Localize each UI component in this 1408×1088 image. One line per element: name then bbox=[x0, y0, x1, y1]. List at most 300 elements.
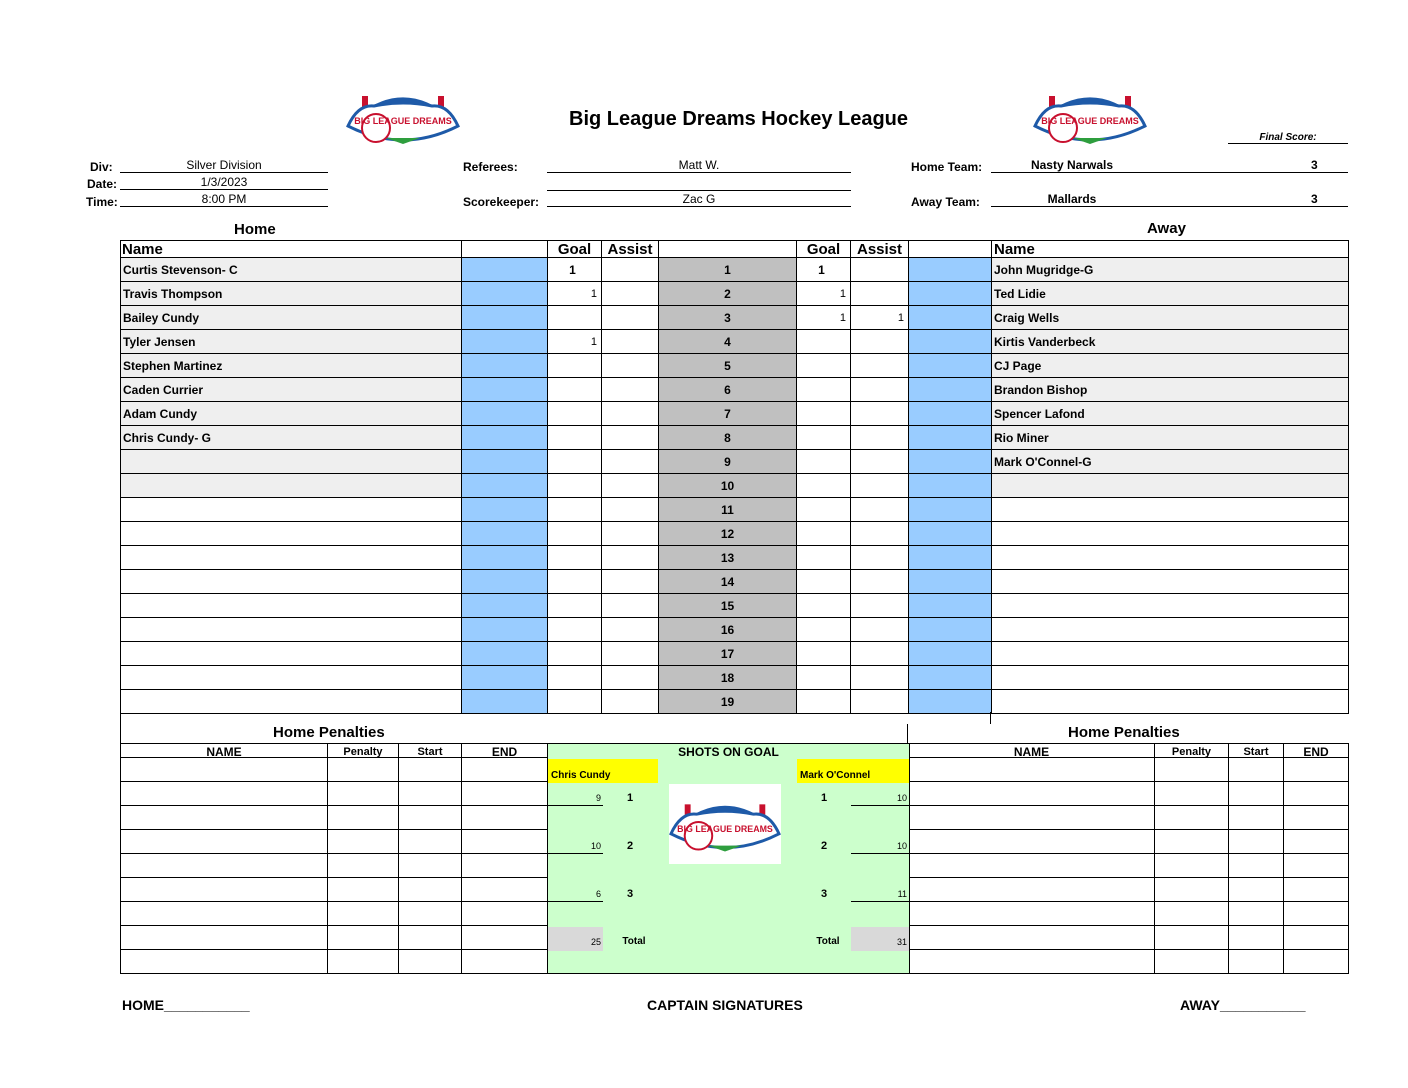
table-row bbox=[121, 474, 1349, 498]
home-penalty-cell[interactable] bbox=[328, 902, 399, 926]
away-assist-cell[interactable] bbox=[851, 642, 909, 666]
away-penalty-cell[interactable] bbox=[1229, 758, 1284, 782]
home-goal-cell[interactable] bbox=[548, 594, 602, 618]
home-jersey-cell[interactable] bbox=[462, 618, 548, 642]
away-period-number: 3 bbox=[820, 888, 828, 900]
away-penalty-cell[interactable] bbox=[1284, 902, 1349, 926]
home-goal-cell[interactable]: 1 bbox=[548, 258, 602, 282]
home-assist-cell[interactable] bbox=[602, 498, 659, 522]
away-jersey-cell[interactable] bbox=[909, 594, 992, 618]
away-goal-cell[interactable] bbox=[797, 450, 851, 474]
logo-text: BIG LEAGUE DREAMS bbox=[1041, 116, 1139, 126]
home-player-name[interactable]: Travis Thompson bbox=[121, 282, 462, 306]
home-goal-cell[interactable] bbox=[548, 666, 602, 690]
home-assist-cell[interactable] bbox=[602, 474, 659, 498]
home-period-number: 1 bbox=[626, 792, 634, 804]
home-penalty-cell[interactable] bbox=[462, 854, 548, 878]
away-goal-cell[interactable] bbox=[797, 690, 851, 714]
home-player-name[interactable] bbox=[121, 474, 462, 498]
divider bbox=[907, 724, 908, 744]
home-goal-cell[interactable] bbox=[548, 474, 602, 498]
home-player-name[interactable] bbox=[121, 642, 462, 666]
away-name-header: Name bbox=[992, 241, 1349, 258]
away-penalty-cell[interactable] bbox=[1155, 782, 1229, 806]
home-penalty-cell[interactable] bbox=[399, 950, 462, 974]
row-number: 12 bbox=[659, 522, 797, 546]
home-penalty-cell[interactable] bbox=[462, 926, 548, 950]
home-player-name[interactable]: Caden Currier bbox=[121, 378, 462, 402]
home-jersey-cell[interactable] bbox=[462, 474, 548, 498]
home-penalty-penalty-header: Penalty bbox=[328, 744, 399, 758]
home-score-field[interactable] bbox=[1153, 158, 1348, 173]
away-jersey-cell[interactable] bbox=[909, 450, 992, 474]
away-period-shots[interactable]: 10 bbox=[851, 832, 909, 854]
row-number: 5 bbox=[659, 354, 797, 378]
home-goalie-name[interactable]: Chris Cundy bbox=[548, 759, 658, 783]
home-jersey-cell[interactable] bbox=[462, 282, 548, 306]
home-assist-cell[interactable] bbox=[602, 258, 659, 282]
away-penalty-cell[interactable] bbox=[909, 926, 1155, 950]
away-goal-cell[interactable] bbox=[797, 498, 851, 522]
home-penalty-cell[interactable] bbox=[399, 926, 462, 950]
away-penalty-cell[interactable] bbox=[1284, 758, 1349, 782]
div-value[interactable]: Silver Division bbox=[120, 158, 328, 173]
away-player-name[interactable] bbox=[992, 474, 1349, 498]
home-penalty-cell[interactable] bbox=[399, 782, 462, 806]
away-player-name[interactable] bbox=[992, 546, 1349, 570]
home-penalty-cell[interactable] bbox=[399, 902, 462, 926]
away-period-shots[interactable]: 11 bbox=[851, 880, 909, 902]
referees-value[interactable]: Matt W. bbox=[547, 158, 851, 173]
scorekeeper-value[interactable]: Zac G bbox=[547, 192, 851, 207]
away-penalty-cell[interactable] bbox=[1229, 830, 1284, 854]
home-penalty-cell[interactable] bbox=[121, 902, 328, 926]
away-jersey-cell[interactable] bbox=[909, 546, 992, 570]
home-goal-cell[interactable]: 1 bbox=[548, 330, 602, 354]
away-player-name[interactable] bbox=[992, 594, 1349, 618]
away-penalty-cell[interactable] bbox=[909, 830, 1155, 854]
home-assist-cell[interactable] bbox=[602, 426, 659, 450]
home-goal-cell[interactable] bbox=[548, 498, 602, 522]
home-assist-cell[interactable] bbox=[602, 666, 659, 690]
table-row bbox=[121, 570, 1349, 594]
away-jersey-cell[interactable] bbox=[909, 618, 992, 642]
away-jersey-cell[interactable] bbox=[909, 642, 992, 666]
home-period-shots[interactable]: 10 bbox=[548, 832, 603, 854]
home-player-name[interactable]: Curtis Stevenson- C bbox=[121, 258, 462, 282]
away-goal-cell[interactable] bbox=[797, 666, 851, 690]
home-penalty-cell[interactable] bbox=[328, 806, 399, 830]
home-penalty-cell[interactable] bbox=[121, 782, 328, 806]
away-team-value[interactable]: Mallards bbox=[991, 192, 1153, 207]
home-penalty-end-header: END bbox=[462, 744, 548, 758]
away-assist-cell[interactable] bbox=[851, 402, 909, 426]
home-penalty-cell[interactable] bbox=[121, 950, 328, 974]
home-assist-cell[interactable] bbox=[602, 570, 659, 594]
home-player-name[interactable]: Tyler Jensen bbox=[121, 330, 462, 354]
home-assist-cell[interactable] bbox=[602, 378, 659, 402]
away-penalty-cell[interactable] bbox=[1229, 854, 1284, 878]
home-player-name[interactable] bbox=[121, 522, 462, 546]
home-assist-cell[interactable] bbox=[602, 450, 659, 474]
away-jersey-cell[interactable] bbox=[909, 378, 992, 402]
table-row bbox=[121, 258, 1349, 282]
away-player-name[interactable]: Mark O'Connel-G bbox=[992, 450, 1349, 474]
away-period-number: 2 bbox=[820, 840, 828, 852]
home-total-shots[interactable]: 25 bbox=[548, 927, 603, 951]
away-jersey-cell[interactable] bbox=[909, 426, 992, 450]
home-penalty-cell[interactable] bbox=[462, 806, 548, 830]
home-player-name[interactable] bbox=[121, 690, 462, 714]
away-goal-cell[interactable] bbox=[797, 426, 851, 450]
home-goal-cell[interactable] bbox=[548, 402, 602, 426]
home-jersey-cell[interactable] bbox=[462, 570, 548, 594]
home-jersey-cell[interactable] bbox=[462, 378, 548, 402]
home-jersey-cell[interactable] bbox=[462, 666, 548, 690]
home-player-name[interactable] bbox=[121, 498, 462, 522]
away-jersey-cell[interactable] bbox=[909, 498, 992, 522]
home-assist-cell[interactable] bbox=[602, 306, 659, 330]
home-goal-cell[interactable] bbox=[548, 546, 602, 570]
final-score-label: Final Score: bbox=[1228, 132, 1348, 144]
away-goal-cell[interactable] bbox=[797, 354, 851, 378]
home-player-name[interactable] bbox=[121, 546, 462, 570]
away-assist-cell[interactable] bbox=[851, 498, 909, 522]
home-penalty-cell[interactable] bbox=[462, 950, 548, 974]
home-penalty-cell[interactable] bbox=[121, 758, 328, 782]
away-penalty-cell[interactable] bbox=[1284, 950, 1349, 974]
div-label: Div: bbox=[90, 160, 113, 174]
away-penalty-cell[interactable] bbox=[1155, 830, 1229, 854]
home-jersey-cell[interactable] bbox=[462, 402, 548, 426]
home-period-number: 2 bbox=[626, 840, 634, 852]
home-player-name[interactable] bbox=[121, 594, 462, 618]
away-assist-cell[interactable]: 1 bbox=[851, 306, 909, 330]
row-number: 6 bbox=[659, 378, 797, 402]
away-penalty-cell[interactable] bbox=[1155, 902, 1229, 926]
table-row bbox=[121, 594, 1349, 618]
home-penalty-cell[interactable] bbox=[121, 830, 328, 854]
home-goal-header: Goal bbox=[548, 241, 602, 258]
home-player-name[interactable]: Adam Cundy bbox=[121, 402, 462, 426]
home-goal-cell[interactable]: 1 bbox=[548, 282, 602, 306]
home-penalty-start-header: Start bbox=[399, 744, 462, 758]
home-period-shots[interactable]: 9 bbox=[548, 784, 603, 806]
home-penalty-cell[interactable] bbox=[462, 902, 548, 926]
away-penalty-cell[interactable] bbox=[909, 806, 1155, 830]
penalty-table bbox=[120, 743, 1349, 974]
home-penalty-cell[interactable] bbox=[121, 806, 328, 830]
away-penalty-cell[interactable] bbox=[1229, 926, 1284, 950]
away-penalty-cell[interactable] bbox=[1284, 878, 1349, 902]
away-penalty-start-header: Start bbox=[1229, 744, 1284, 758]
home-assist-cell[interactable] bbox=[602, 642, 659, 666]
home-penalty-cell[interactable] bbox=[462, 878, 548, 902]
away-penalty-cell[interactable] bbox=[909, 902, 1155, 926]
away-player-name[interactable]: Rio Miner bbox=[992, 426, 1349, 450]
home-assist-cell[interactable] bbox=[602, 282, 659, 306]
divider bbox=[990, 712, 991, 724]
home-assist-cell[interactable] bbox=[602, 594, 659, 618]
home-jersey-cell[interactable] bbox=[462, 450, 548, 474]
away-jersey-cell[interactable] bbox=[909, 666, 992, 690]
away-assist-cell[interactable] bbox=[851, 426, 909, 450]
away-penalty-cell[interactable] bbox=[1155, 878, 1229, 902]
home-penalty-cell[interactable] bbox=[328, 782, 399, 806]
shots-title: SHOTS ON GOAL bbox=[678, 745, 779, 759]
away-goal-cell[interactable] bbox=[797, 378, 851, 402]
home-penalty-cell[interactable] bbox=[462, 830, 548, 854]
league-logo-left bbox=[346, 84, 460, 153]
away-assist-cell[interactable] bbox=[851, 522, 909, 546]
home-penalty-cell[interactable] bbox=[121, 878, 328, 902]
home-assist-cell[interactable] bbox=[602, 330, 659, 354]
row-number: 9 bbox=[659, 450, 797, 474]
away-player-name[interactable]: Craig Wells bbox=[992, 306, 1349, 330]
away-jersey-cell[interactable] bbox=[909, 402, 992, 426]
away-player-name[interactable] bbox=[992, 666, 1349, 690]
row-number: 3 bbox=[659, 306, 797, 330]
captain-signatures-label: CAPTAIN SIGNATURES bbox=[647, 997, 803, 1013]
home-player-name[interactable] bbox=[121, 450, 462, 474]
home-penalty-cell[interactable] bbox=[462, 758, 548, 782]
home-goal-cell[interactable] bbox=[548, 618, 602, 642]
away-player-name[interactable]: Brandon Bishop bbox=[992, 378, 1349, 402]
home-jersey-cell[interactable] bbox=[462, 546, 548, 570]
away-assist-cell[interactable] bbox=[851, 378, 909, 402]
away-goal-cell[interactable] bbox=[797, 522, 851, 546]
away-penalty-cell[interactable] bbox=[1284, 782, 1349, 806]
away-goal-cell[interactable] bbox=[797, 642, 851, 666]
home-penalty-cell[interactable] bbox=[399, 758, 462, 782]
away-assist-cell[interactable] bbox=[851, 690, 909, 714]
away-jersey-cell[interactable] bbox=[909, 306, 992, 330]
away-goal-cell[interactable] bbox=[797, 546, 851, 570]
away-assist-cell[interactable] bbox=[851, 618, 909, 642]
away-jersey-cell[interactable] bbox=[909, 474, 992, 498]
home-penalty-cell[interactable] bbox=[328, 758, 399, 782]
home-jersey-cell[interactable] bbox=[462, 498, 548, 522]
home-penalty-cell[interactable] bbox=[328, 878, 399, 902]
away-penalty-cell[interactable] bbox=[1155, 806, 1229, 830]
home-assist-cell[interactable] bbox=[602, 402, 659, 426]
home-assist-cell[interactable] bbox=[602, 354, 659, 378]
away-player-name[interactable]: Ted Lidie bbox=[992, 282, 1349, 306]
roster-header-row bbox=[121, 241, 1349, 258]
away-penalty-cell[interactable] bbox=[1155, 854, 1229, 878]
away-player-name[interactable]: Kirtis Vanderbeck bbox=[992, 330, 1349, 354]
row-number: 13 bbox=[659, 546, 797, 570]
away-penalty-cell[interactable] bbox=[909, 782, 1155, 806]
home-player-name[interactable] bbox=[121, 570, 462, 594]
home-assist-cell[interactable] bbox=[602, 546, 659, 570]
home-jersey-cell[interactable] bbox=[462, 354, 548, 378]
table-row bbox=[121, 498, 1349, 522]
home-penalty-cell[interactable] bbox=[399, 854, 462, 878]
away-assist-cell[interactable] bbox=[851, 546, 909, 570]
away-assist-cell[interactable] bbox=[851, 474, 909, 498]
away-goal-cell[interactable] bbox=[797, 402, 851, 426]
away-player-name[interactable] bbox=[992, 570, 1349, 594]
away-penalty-cell[interactable] bbox=[909, 950, 1155, 974]
away-jersey-cell[interactable] bbox=[909, 330, 992, 354]
away-penalty-cell[interactable] bbox=[1229, 878, 1284, 902]
home-player-name[interactable] bbox=[121, 618, 462, 642]
away-goal-cell[interactable]: 1 bbox=[797, 306, 851, 330]
home-penalty-cell[interactable] bbox=[121, 854, 328, 878]
home-jersey-cell[interactable] bbox=[462, 330, 548, 354]
row-number: 17 bbox=[659, 642, 797, 666]
home-penalty-cell[interactable] bbox=[328, 830, 399, 854]
home-penalty-cell[interactable] bbox=[328, 926, 399, 950]
home-jersey-cell[interactable] bbox=[462, 594, 548, 618]
away-assist-cell[interactable] bbox=[851, 450, 909, 474]
away-penalty-cell[interactable] bbox=[1284, 854, 1349, 878]
home-goal-cell[interactable] bbox=[548, 522, 602, 546]
date-value[interactable]: 1/3/2023 bbox=[120, 175, 328, 190]
time-value[interactable]: 8:00 PM bbox=[120, 192, 328, 207]
home-jersey-cell[interactable] bbox=[462, 306, 548, 330]
away-goal-cell[interactable]: 1 bbox=[797, 282, 851, 306]
row-number: 18 bbox=[659, 666, 797, 690]
away-assist-cell[interactable] bbox=[851, 354, 909, 378]
home-penalty-cell[interactable] bbox=[399, 830, 462, 854]
away-player-name[interactable]: Spencer Lafond bbox=[992, 402, 1349, 426]
home-jersey-cell[interactable] bbox=[462, 522, 548, 546]
away-assist-cell[interactable] bbox=[851, 282, 909, 306]
table-row bbox=[121, 618, 1349, 642]
scorekeeper-label: Scorekeeper: bbox=[463, 195, 540, 209]
row-number: 4 bbox=[659, 330, 797, 354]
home-jersey-cell[interactable] bbox=[462, 258, 548, 282]
away-penalty-cell[interactable] bbox=[909, 878, 1155, 902]
home-section-label: Home bbox=[234, 221, 276, 238]
away-goal-cell[interactable] bbox=[797, 594, 851, 618]
away-penalty-cell[interactable] bbox=[1284, 830, 1349, 854]
home-goal-cell[interactable] bbox=[548, 642, 602, 666]
away-penalty-cell[interactable] bbox=[1229, 950, 1284, 974]
away-assist-header: Assist bbox=[851, 241, 909, 258]
home-signature[interactable]: HOME___________ bbox=[122, 997, 250, 1013]
logo-text: BIG LEAGUE DREAMS bbox=[677, 823, 773, 834]
away-penalty-cell[interactable] bbox=[1155, 950, 1229, 974]
away-penalty-name-header: NAME bbox=[909, 744, 1155, 758]
roster-table bbox=[120, 240, 1349, 714]
away-penalty-cell[interactable] bbox=[1284, 926, 1349, 950]
away-penalty-cell[interactable] bbox=[1229, 782, 1284, 806]
home-jersey-cell[interactable] bbox=[462, 690, 548, 714]
home-team-value[interactable]: Nasty Narwals bbox=[991, 158, 1153, 173]
away-jersey-cell[interactable] bbox=[909, 690, 992, 714]
table-row bbox=[121, 378, 1349, 402]
number-header bbox=[659, 241, 797, 258]
table-row bbox=[121, 354, 1349, 378]
away-player-name[interactable] bbox=[992, 498, 1349, 522]
away-penalty-cell[interactable] bbox=[1229, 806, 1284, 830]
home-penalty-cell[interactable] bbox=[399, 806, 462, 830]
away-jersey-cell[interactable] bbox=[909, 354, 992, 378]
home-period-number: 3 bbox=[626, 888, 634, 900]
home-penalty-cell[interactable] bbox=[328, 854, 399, 878]
row-number: 16 bbox=[659, 618, 797, 642]
away-penalty-cell[interactable] bbox=[1284, 806, 1349, 830]
away-assist-cell[interactable] bbox=[851, 330, 909, 354]
away-penalty-cell[interactable] bbox=[1155, 758, 1229, 782]
table-row bbox=[121, 330, 1349, 354]
away-penalty-cell[interactable] bbox=[909, 758, 1155, 782]
away-goal-cell[interactable]: 1 bbox=[797, 258, 851, 282]
away-goal-cell[interactable] bbox=[797, 330, 851, 354]
table-row bbox=[121, 522, 1349, 546]
referees-label: Referees: bbox=[463, 160, 518, 174]
home-goal-cell[interactable] bbox=[548, 450, 602, 474]
away-goal-cell[interactable] bbox=[797, 474, 851, 498]
away-player-name[interactable] bbox=[992, 642, 1349, 666]
home-penalty-cell[interactable] bbox=[399, 878, 462, 902]
referees-line-2[interactable] bbox=[547, 176, 851, 191]
away-period-number: 1 bbox=[820, 792, 828, 804]
away-goal-cell[interactable] bbox=[797, 570, 851, 594]
away-assist-cell[interactable] bbox=[851, 594, 909, 618]
away-player-name[interactable] bbox=[992, 690, 1349, 714]
away-signature[interactable]: AWAY___________ bbox=[1180, 997, 1306, 1013]
away-score-field[interactable] bbox=[1153, 192, 1348, 207]
away-penalty-cell[interactable] bbox=[1229, 902, 1284, 926]
home-player-name[interactable]: Stephen Martinez bbox=[121, 354, 462, 378]
away-assist-cell[interactable] bbox=[851, 666, 909, 690]
home-period-shots[interactable]: 6 bbox=[548, 880, 603, 902]
away-penalty-cell[interactable] bbox=[1155, 926, 1229, 950]
home-goal-cell[interactable] bbox=[548, 306, 602, 330]
home-goal-cell[interactable] bbox=[548, 570, 602, 594]
away-penalty-cell[interactable] bbox=[909, 854, 1155, 878]
away-jersey-cell[interactable] bbox=[909, 522, 992, 546]
away-player-name[interactable] bbox=[992, 618, 1349, 642]
away-jersey-cell[interactable] bbox=[909, 258, 992, 282]
home-penalty-cell[interactable] bbox=[328, 950, 399, 974]
home-assist-cell[interactable] bbox=[602, 522, 659, 546]
home-goal-cell[interactable] bbox=[548, 426, 602, 450]
table-row bbox=[121, 642, 1349, 666]
away-assist-cell[interactable] bbox=[851, 570, 909, 594]
away-total-shots[interactable]: 31 bbox=[851, 927, 909, 951]
away-player-name[interactable]: CJ Page bbox=[992, 354, 1349, 378]
home-goal-cell[interactable] bbox=[548, 378, 602, 402]
row-number: 2 bbox=[659, 282, 797, 306]
home-player-name[interactable]: Chris Cundy- G bbox=[121, 426, 462, 450]
away-player-name[interactable] bbox=[992, 522, 1349, 546]
home-jersey-cell[interactable] bbox=[462, 642, 548, 666]
home-assist-cell[interactable] bbox=[602, 618, 659, 642]
away-jersey-cell[interactable] bbox=[909, 282, 992, 306]
home-player-name[interactable] bbox=[121, 666, 462, 690]
home-jersey-cell[interactable] bbox=[462, 426, 548, 450]
home-player-name[interactable]: Bailey Cundy bbox=[121, 306, 462, 330]
away-jersey-cell[interactable] bbox=[909, 570, 992, 594]
date-label: Date: bbox=[87, 177, 118, 191]
home-goal-cell[interactable] bbox=[548, 690, 602, 714]
away-period-shots[interactable]: 10 bbox=[851, 784, 909, 806]
home-assist-cell[interactable] bbox=[602, 690, 659, 714]
away-team-label: Away Team: bbox=[911, 195, 980, 209]
away-goal-cell[interactable] bbox=[797, 618, 851, 642]
away-player-name[interactable]: John Mugridge-G bbox=[992, 258, 1349, 282]
away-assist-cell[interactable] bbox=[851, 258, 909, 282]
home-penalty-cell[interactable] bbox=[462, 782, 548, 806]
away-goalie-name[interactable]: Mark O'Connel bbox=[797, 759, 909, 783]
home-penalty-cell[interactable] bbox=[121, 926, 328, 950]
home-goal-cell[interactable] bbox=[548, 354, 602, 378]
